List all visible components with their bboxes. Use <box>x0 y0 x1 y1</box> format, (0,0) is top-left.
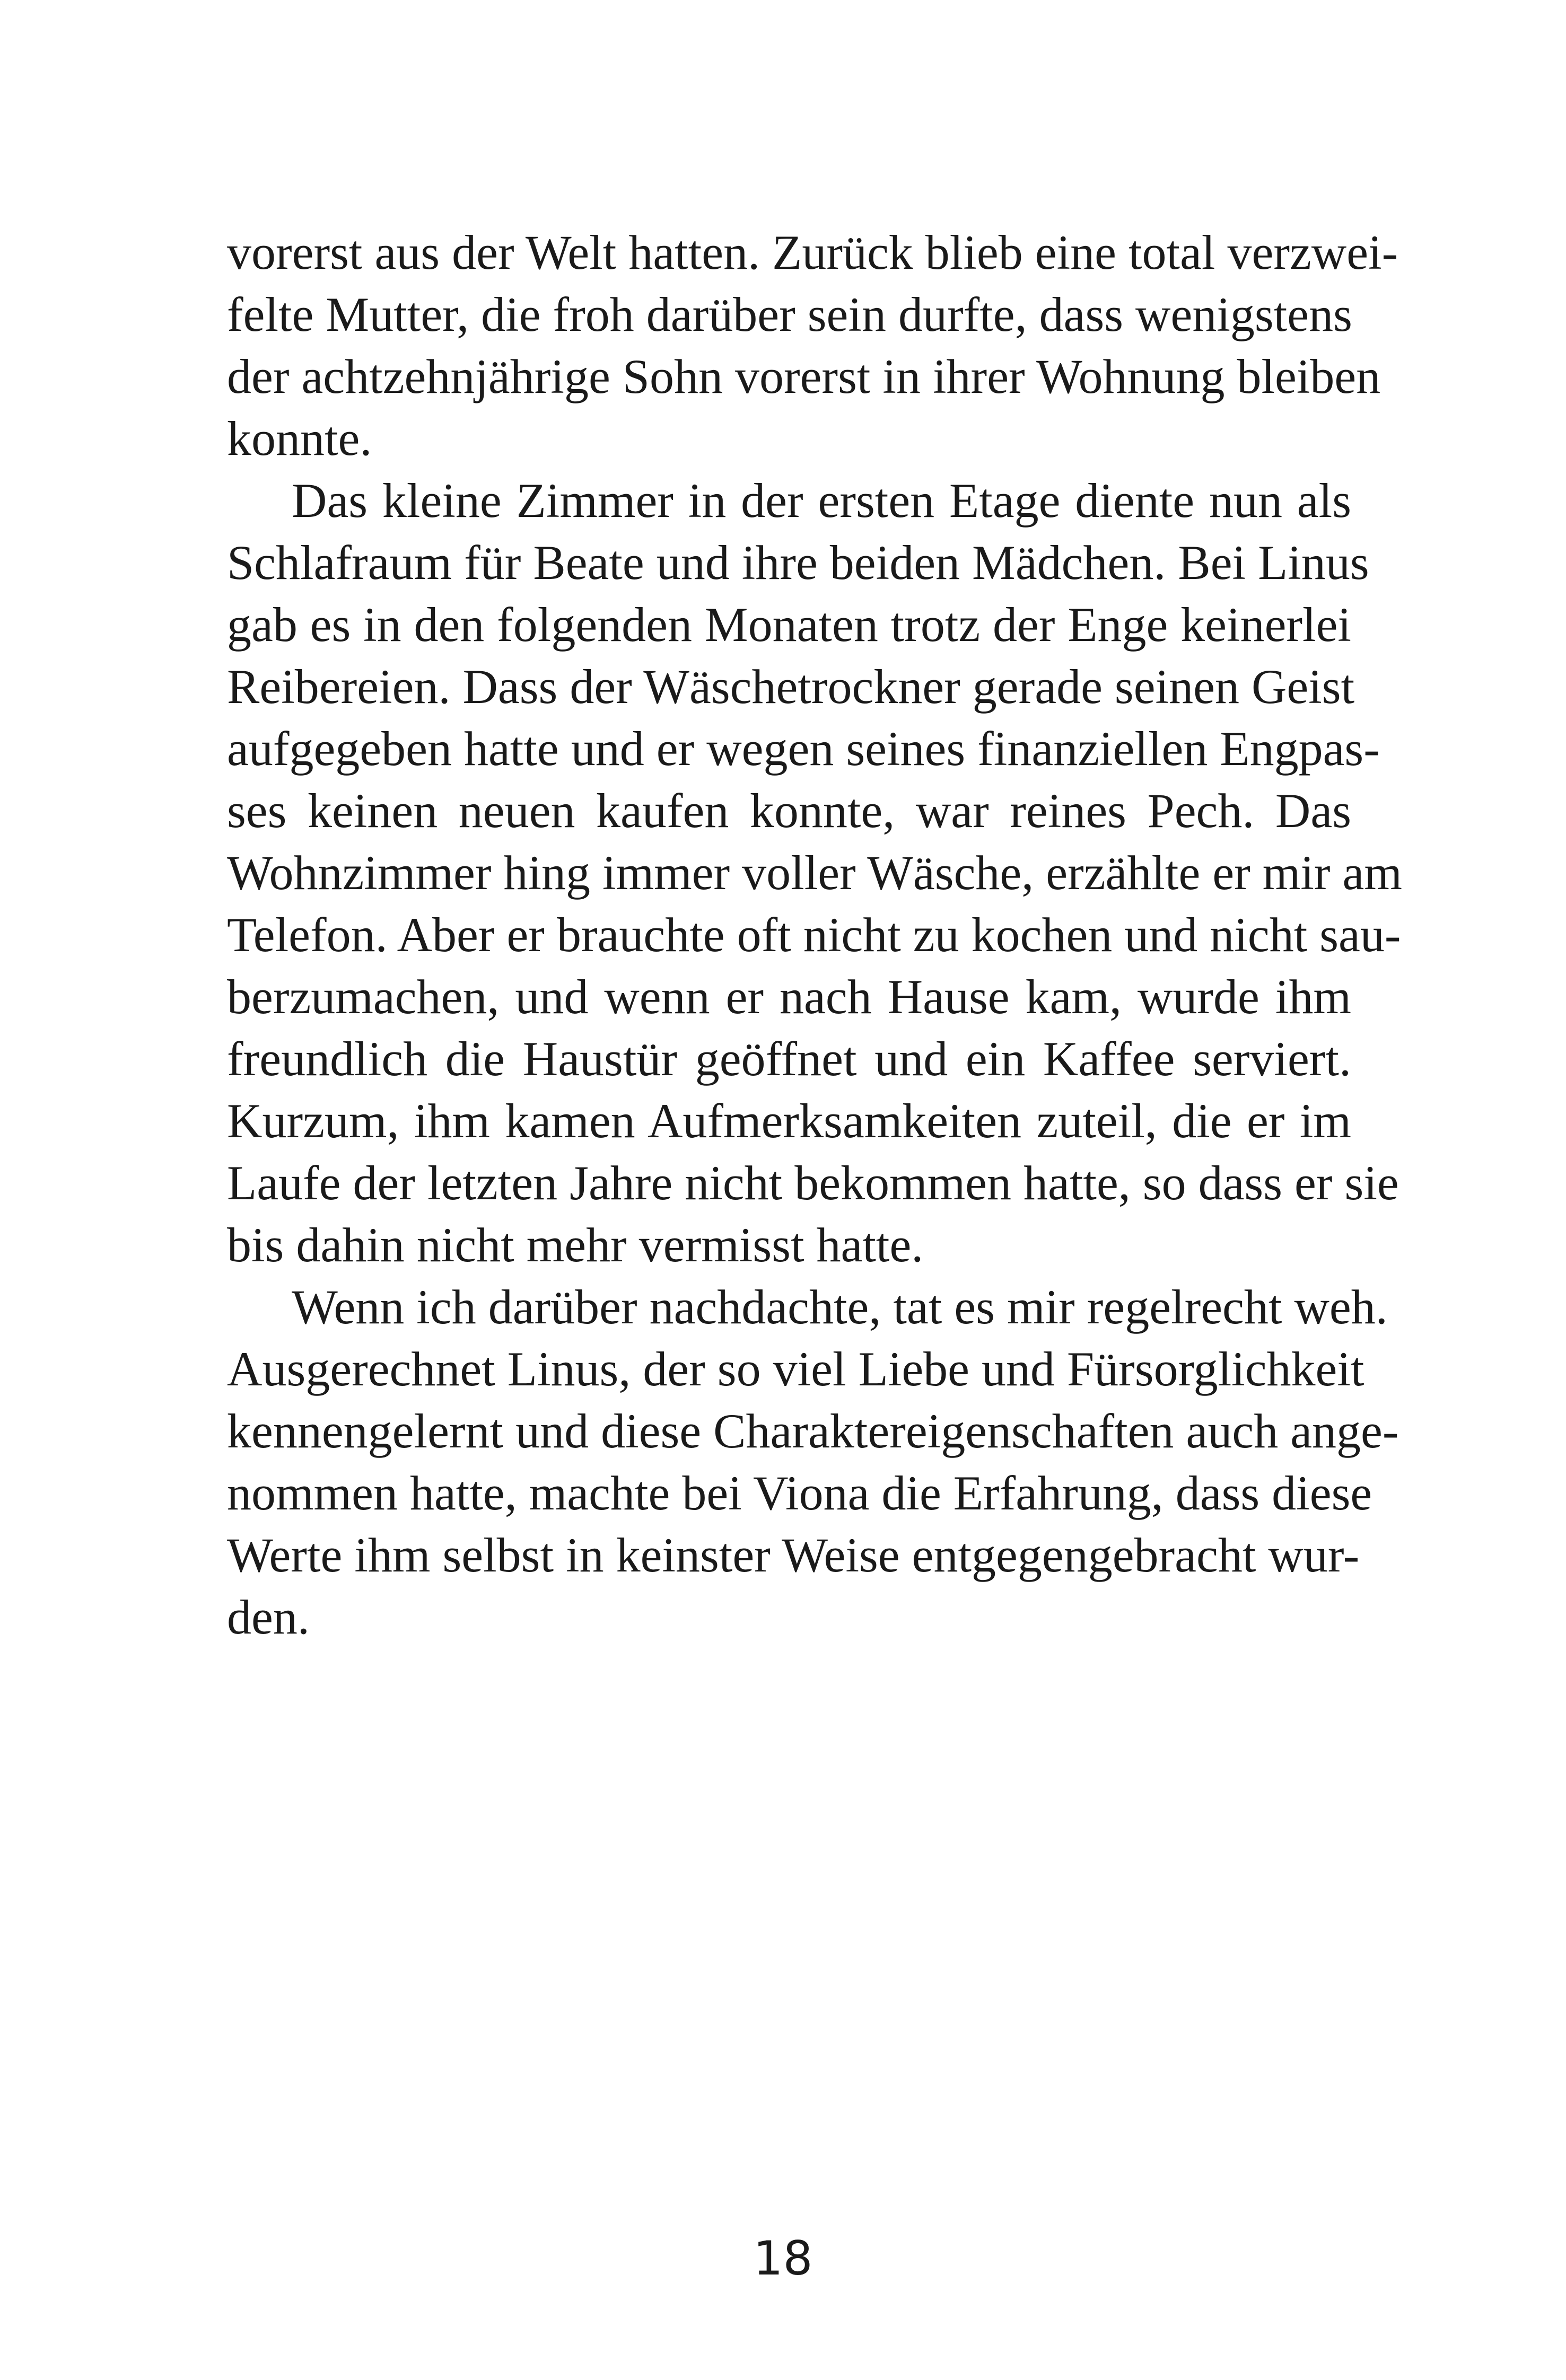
text-line: der achtzehnjährige Sohn vorerst in ihrer Wohnung bleiben <box>227 349 1381 403</box>
text-line: Laufe der letzten Jahre nicht bekommen hatte, so dass er sie <box>227 1156 1399 1210</box>
text-line: Wohnzimmer hing immer voller Wäsche, erzählte er mir am <box>227 846 1402 900</box>
text-line: bis dahin nicht mehr vermisst hatte. <box>227 1218 924 1272</box>
text-line: Werte ihm selbst in keinster Weise entgegengebracht wur- <box>227 1528 1360 1582</box>
body-text <box>227 222 1402 1648</box>
text-line: Wenn ich darüber nachdachte, tat es mir regelrecht weh. <box>292 1280 1388 1334</box>
page-number: 18 <box>753 2231 813 2286</box>
text-line: Telefon. Aber er brauchte oft nicht zu kochen und nicht sau- <box>227 908 1401 962</box>
text-line: Kurzum, ihm kamen Aufmerksamkeiten zuteil, die er im <box>227 1094 1351 1148</box>
text-line: aufgegeben hatte und er wegen seines finanziellen Engpas- <box>227 722 1380 776</box>
text-line: Das kleine Zimmer in der ersten Etage diente nun als <box>292 473 1351 528</box>
text-line: ses keinen neuen kaufen konnte, war reines Pech. Das <box>227 784 1351 838</box>
text-line: freundlich die Haustür geöffnet und ein Kaffee serviert. <box>227 1032 1351 1086</box>
text-line: Reibereien. Dass der Wäschetrockner gerade seinen Geist <box>227 660 1355 714</box>
text-line: nommen hatte, machte bei Viona die Erfahrung, dass diese <box>227 1466 1372 1520</box>
text-line: kennengelernt und diese Charaktereigenschaften auch ange- <box>227 1404 1399 1458</box>
text-line: vorerst aus der Welt hatten. Zurück blieb eine total verzwei- <box>227 225 1398 279</box>
text-line: berzumachen, und wenn er nach Hause kam, wurde ihm <box>227 970 1351 1024</box>
text-line: konnte. <box>227 411 372 466</box>
text-line: Ausgerechnet Linus, der so viel Liebe und Fürsorglichkeit <box>227 1342 1364 1396</box>
text-line: den. <box>227 1590 310 1644</box>
text-line: felte Mutter, die froh darüber sein durfte, dass wenigstens <box>227 287 1352 341</box>
text-line: Schlafraum für Beate und ihre beiden Mädchen. Bei Linus <box>227 535 1369 590</box>
text-line: gab es in den folgenden Monaten trotz der Enge keinerlei <box>227 598 1351 652</box>
